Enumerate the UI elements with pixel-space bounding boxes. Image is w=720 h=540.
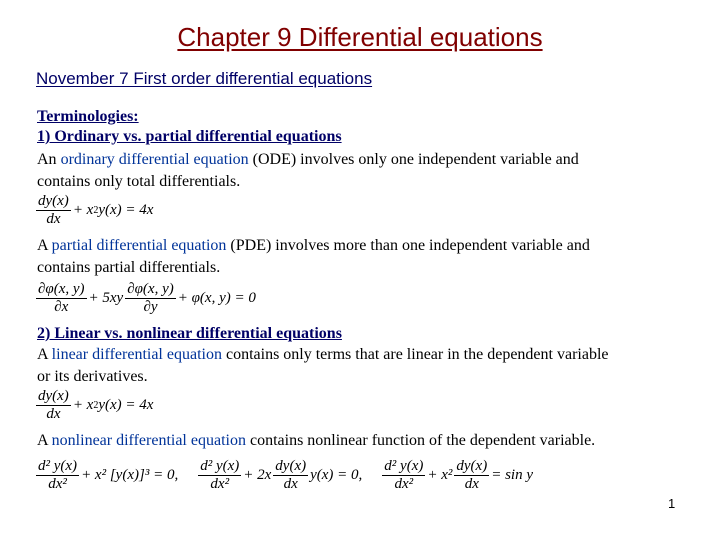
pde-numerator-2: ∂φ(x, y) [127, 281, 174, 297]
nonlinear1-denominator: dx² [48, 476, 67, 492]
pde-definition-line2: contains partial differentials. [37, 259, 221, 276]
pde-fraction-2 [125, 281, 176, 316]
ode-fraction [36, 193, 71, 228]
linear-definition-line2: or its derivatives. [37, 368, 148, 385]
page-subtitle: November 7 First order differential equations [36, 69, 373, 88]
pde-middle-term: + 5xy [88, 290, 124, 306]
linear-exponent: 2 [93, 400, 99, 411]
pde-post: (PDE) involves more than one independent variable and [226, 237, 590, 254]
nonlinear2-fraction-2 [273, 458, 308, 493]
pde-example-equation [34, 281, 256, 316]
nonlinear-definition [37, 432, 595, 450]
ode-definition [37, 151, 579, 169]
page-title: Chapter 9 Differential equations [177, 22, 543, 52]
nonlinear1-fraction [36, 458, 79, 493]
pde-denominator-2: ∂y [143, 299, 158, 315]
linear-rest-post: y(x) = 4x [98, 397, 154, 413]
terminologies-heading: Terminologies: [37, 108, 139, 125]
ode-exponent: 2 [93, 205, 99, 216]
nonlinear3-fraction-2 [454, 458, 489, 493]
nonlinear1-rest: + x² [y(x)]³ = 0, [81, 467, 179, 483]
pde-numerator-1: ∂φ(x, y) [38, 281, 85, 297]
section2-heading: 2) Linear vs. nonlinear differential equations [37, 325, 342, 342]
nonlinear2-rest: y(x) = 0, [310, 467, 363, 483]
nonlinear3-denominator-1: dx² [394, 476, 414, 492]
pde-denominator-1: ∂x [54, 299, 69, 315]
nonlinear3-rest: = sin y [491, 467, 533, 483]
nonlinear2-numerator-1: d² y(x) [200, 458, 240, 474]
nonlinear1-numerator: d² y(x) [38, 458, 78, 474]
nonlinear3-fraction-1 [382, 458, 425, 493]
nonlinear-example-equations [34, 458, 533, 493]
pde-definition [37, 237, 590, 255]
ode-pre: An [37, 151, 61, 168]
linear-fraction [36, 388, 71, 423]
ode-term: ordinary differential equation [60, 151, 249, 168]
nonlinear2-denominator-2: dx [283, 476, 298, 492]
nonlinear3-denominator-2: dx [464, 476, 479, 492]
ode-denominator: dx [46, 211, 61, 227]
linear-example-equation [34, 388, 153, 423]
linear-rest-pre: + x [72, 397, 94, 413]
ode-rest-pre: + x [72, 202, 94, 218]
nonlinear3-numerator-2: dy(x) [456, 458, 488, 474]
pde-rest: + φ(x, y) = 0 [177, 290, 256, 306]
nonlinear2-fraction-1 [198, 458, 241, 493]
nonlinear-term: nonlinear differential equation [51, 432, 246, 449]
ode-rest-post: y(x) = 4x [98, 202, 154, 218]
section1-heading: 1) Ordinary vs. partial differential equations [37, 128, 342, 145]
ode-post: (ODE) involves only one independent variable and [248, 151, 579, 168]
linear-definition [37, 346, 609, 364]
ode-numerator: dy(x) [38, 193, 69, 209]
linear-denominator: dx [46, 406, 61, 422]
pde-term: partial differential equation [51, 237, 227, 254]
nonlinear2-middle: + 2x [243, 467, 272, 483]
nonlinear3-middle: + x² [427, 467, 453, 483]
nonlinear2-numerator-2: dy(x) [275, 458, 307, 474]
nonlinear-post: contains nonlinear function of the dependent variable. [245, 432, 596, 449]
linear-pre: A [37, 346, 52, 363]
nonlinear3-numerator-1: d² y(x) [384, 458, 424, 474]
pde-fraction-1 [36, 281, 87, 316]
linear-post: contains only terms that are linear in the dependent variable [221, 346, 609, 363]
ode-definition-line2: contains only total differentials. [37, 173, 241, 190]
linear-numerator: dy(x) [38, 388, 69, 404]
ode-example-equation [34, 193, 153, 228]
linear-term: linear differential equation [51, 346, 222, 363]
nonlinear-pre: A [37, 432, 52, 449]
pde-pre: A [37, 237, 52, 254]
page-number: 1 [668, 496, 676, 511]
nonlinear2-denominator-1: dx² [210, 476, 230, 492]
